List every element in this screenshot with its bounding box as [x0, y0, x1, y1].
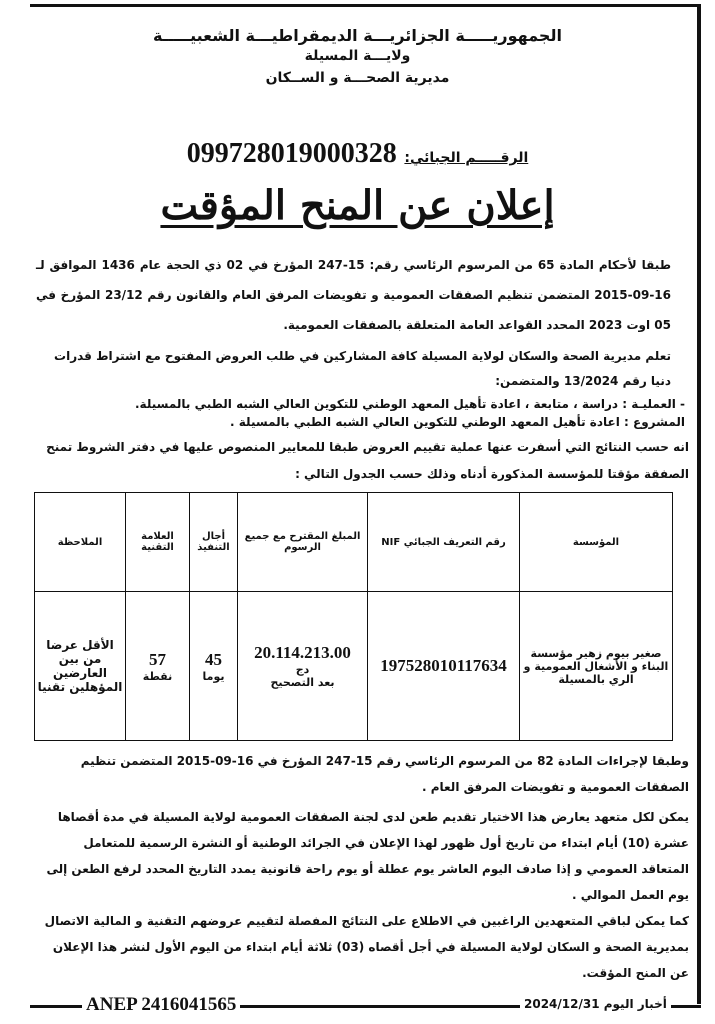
- header-score: العلامة التقنية: [126, 493, 190, 592]
- score-unit: نقطة: [142, 669, 173, 683]
- amount-note: بعد التصحيح: [270, 676, 335, 689]
- header-duration: أجال التنفيذ: [190, 493, 238, 592]
- operation-details: [40, 395, 685, 431]
- publication-source: أخبار اليوم 2024/12/31: [520, 997, 671, 1011]
- notice-line-2: دنيا رقم 13/2024 والمتضمن:: [495, 374, 671, 388]
- duration-value: 45: [205, 649, 222, 669]
- notice-title: إعلان عن المنح المؤقت: [160, 182, 555, 229]
- duration-unit: يوما: [202, 669, 225, 683]
- notice-paragraph: [36, 344, 689, 394]
- wilaya-name: ولايـــة المسيلة: [304, 48, 411, 64]
- tax-id-label: الرقـــــم الجبائي:: [404, 150, 529, 166]
- results-paragraph: انه حسب النتائج التي أسفرت عنها عملية تقييم العروض طبقا للمعايير المنصوص عليها في دفتر الشروط تمنح الصفقة مؤقتا للمؤسسة المذكورة أدناه وذلك حسب الجدول التالي :: [46, 440, 689, 481]
- cell-amount: [238, 592, 368, 741]
- cell-remark: الأقل عرضا من بين العارضين المؤهلين تقنيا: [35, 592, 126, 741]
- directorate-name: مديرية الصحـــة و الســكان: [265, 70, 450, 86]
- header-company: المؤسسة: [520, 493, 673, 592]
- intro-paragraph: طبقا لأحكام المادة 65 من المرسوم الرئاسي رقم: 15-247 المؤرخ في 02 ذي الحجة عام 1436 الموافق لـ 16-09-2015 المتضمن تنظيم الصفقات العمومية و تفويضات المرفق العام والقانون رقم 23/12 المؤرخ في 05 اوت 2023 المحدد القواعد العامة المتعلقة بالصفقات العمومية.: [36, 258, 671, 332]
- table-row: [35, 592, 673, 741]
- frame-right-border: [697, 4, 701, 1004]
- header-amount: المبلغ المقترح مع جميع الرسوم: [238, 493, 368, 592]
- consult-text: كما يمكن لباقي المتعهدين الراغبين في الاطلاع على النتائج المفصلة لتقييم عروضهم التقنية و المالية الاتصال بمديرية الصحة و السكان لولاية المسيلة في أجل أقصاه (03) ثلاثة أيام ابتداء من اليوم الأول لنشر هذا الإعلان عن المنح المؤقت.: [44, 914, 689, 980]
- tax-id-line: [30, 138, 685, 170]
- procedure-paragraph: وطبقا لإجراءات المادة 82 من المرسوم الرئاسي رقم 15-247 المؤرخ في 16-09-2015 المتضمن تنظيم الصفقات العمومية و تفويضات المرفق العام .: [80, 754, 689, 794]
- project-text: المشروع : اعادة تأهيل المعهد الوطني للتكوين العالي الشبه الطبي بالمسيلة .: [230, 415, 685, 429]
- country-name: الجمهوريـــــة الجزائريـــة الديمقراطيـــة الشعبيـــــة: [153, 26, 562, 45]
- notice-line-1: تعلم مديرية الصحة والسكان لولاية المسيلة كافة المشاركين في طلب العروض المفتوح مع اشتراط قدرات: [54, 349, 671, 363]
- amount-value: 20.114.213.00: [254, 643, 351, 662]
- tax-id: 099728019000328: [186, 138, 397, 169]
- amount-currency: دج: [295, 663, 310, 676]
- award-table: [34, 492, 673, 741]
- frame-top-border: [30, 4, 701, 7]
- cell-duration: [190, 592, 238, 741]
- cell-nif: 197528010117634: [368, 592, 520, 741]
- header-remark: الملاحظة: [35, 493, 126, 592]
- score-value: 57: [149, 649, 166, 669]
- appeal-paragraph: [36, 804, 689, 986]
- header-nif: رقم التعريف الجبائي NIF: [368, 493, 520, 592]
- operation-text: - العمليـة : دراسة ، متابعة ، اعادة تأهيل المعهد الوطني للتكوين العالي الشبه الطبي بالمسيلة.: [134, 397, 685, 411]
- anep-reference: ANEP 2416041565: [82, 994, 240, 1016]
- appeal-text: يمكن لكل متعهد يعارض هذا الاختيار تقديم طعن لدى لجنة الصفقات العمومية لولاية المسيلة في مدة أقصاها عشرة (10) أيام ابتداء من تاريخ أول ظهور لهذا الإعلان في الجرائد الوطنية أو النشرة الرسمية للمتعامل المتعاقد العمومي و إذا صادف اليوم العاشر يوم عطلة أو يوم راحة قانونية يمدد التاريخ المحدد لرفع الطعن إلى يوم العمل الموالي .: [46, 810, 689, 902]
- footer: [30, 990, 701, 1020]
- cell-company: صغير بيوم زهير مؤسسة البناء و الأشغال العمومية و الري بالمسيلة: [520, 592, 673, 741]
- table-header-row: [35, 493, 673, 592]
- cell-score: [126, 592, 190, 741]
